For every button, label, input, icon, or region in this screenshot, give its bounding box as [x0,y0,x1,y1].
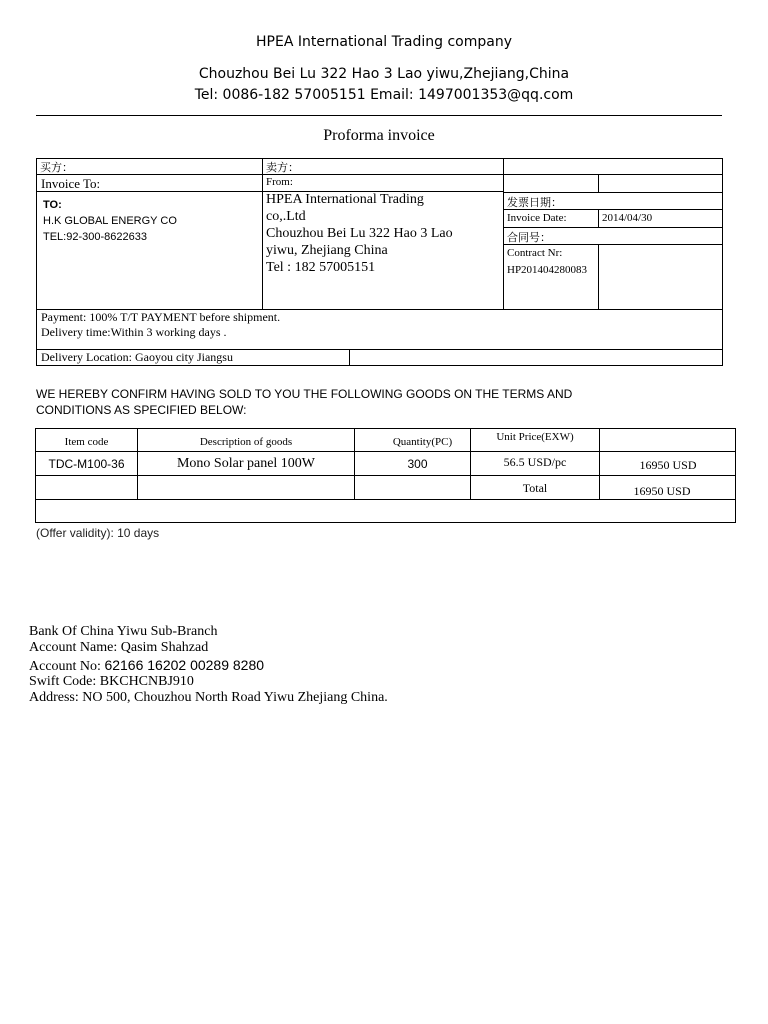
seller-cn-label: 卖方： [266,161,299,174]
confirmation-text-line-2: CONDITIONS AS SPECIFIED BELOW: [36,403,247,417]
info-col-divider-3b [598,209,599,227]
item-description: Mono Solar panel 100W [176,456,316,471]
seller-address-line-1: Chouzhou Bei Lu 322 Hao 3 Lao [266,226,453,241]
goods-row-divider-1 [35,451,736,452]
item-unit-price: 56.5 USD/pc [503,455,567,469]
invoice-date-cn-label: 发票日期： [507,196,562,209]
company-contact: Tel: 0086-182 57005151 Email: 1497001353@qq.com [194,87,574,103]
buyer-cn-label: 买方： [40,161,73,174]
company-address: Chouzhou Bei Lu 322 Hao 3 Lao yiwu,Zhejiang,China [198,66,570,82]
offer-validity: (Offer validity): 10 days [36,526,160,540]
account-number: 62166 16202 00289 8280 [104,657,265,673]
info-row-divider-1 [36,174,723,175]
header-description: Description of goods [199,436,293,448]
info-row-divider-2b [503,192,723,193]
invoice-date-value: 2014/04/30 [602,212,653,224]
total-label: Total [522,481,548,495]
info-col-divider-3c [598,244,599,309]
info-col-divider-2 [503,158,504,309]
contract-cn-label: 合同号： [507,231,551,244]
invoice-to-label: Invoice To: [41,176,101,191]
bank-name: Bank Of China Yiwu Sub-Branch [29,624,218,639]
to-label: TO: [43,199,62,211]
item-code: TDC-M100-36 [48,457,125,471]
header-item-code: Item code [64,436,109,448]
confirmation-text-line-1: WE HEREBY CONFIRM HAVING SOLD TO YOU THE FOLLOWING GOODS ON THE TERMS AND [36,387,573,401]
from-label: From: [266,176,293,188]
account-name: Account Name: Qasim Shahzad [29,640,209,655]
account-number-line [29,657,264,675]
info-col-divider-1 [262,158,263,309]
payment-terms: Payment: 100% T/T PAYMENT before shipment. [41,310,281,324]
bank-address: Address: NO 500, Chouzhou North Road Yiwu Zhejiang China. [29,690,388,705]
swift-code: Swift Code: BKCHCNBJ910 [29,674,194,689]
goods-row-divider-2 [35,475,736,476]
item-amount: 16950 USD [639,458,697,472]
info-col-divider-3a [598,174,599,192]
info-col-divider-4 [349,349,350,366]
contract-label: Contract Nr: [507,247,563,259]
company-name: HPEA International Trading company [256,34,512,50]
total-amount: 16950 USD [633,484,691,498]
header-divider [36,115,722,116]
account-number-label: Account No: [29,659,101,674]
buyer-tel: TEL:92-300-8622633 [43,231,147,243]
header-unit-price: Unit Price(EXW) [496,431,574,443]
buyer-name: H.K GLOBAL ENERGY CO [43,215,177,227]
invoice-date-label: Invoice Date: [507,212,567,224]
seller-name-line-2: co,.Ltd [266,209,306,224]
delivery-location: Delivery Location: Gaoyou city Jiangsu [41,350,233,364]
header-quantity: Quantity(PC) [392,436,453,448]
seller-name-line-1: HPEA International Trading [266,192,424,207]
delivery-time: Delivery time:Within 3 working days . [41,325,227,339]
item-quantity: 300 [407,457,428,471]
seller-address-line-2: yiwu, Zhejiang China [266,243,388,258]
seller-tel: Tel : 182 57005151 [266,260,376,275]
document-title: Proforma invoice [323,127,435,144]
contract-number: HP201404280083 [507,264,588,276]
info-row-divider-4 [503,227,723,228]
goods-row-divider-3 [35,499,736,500]
